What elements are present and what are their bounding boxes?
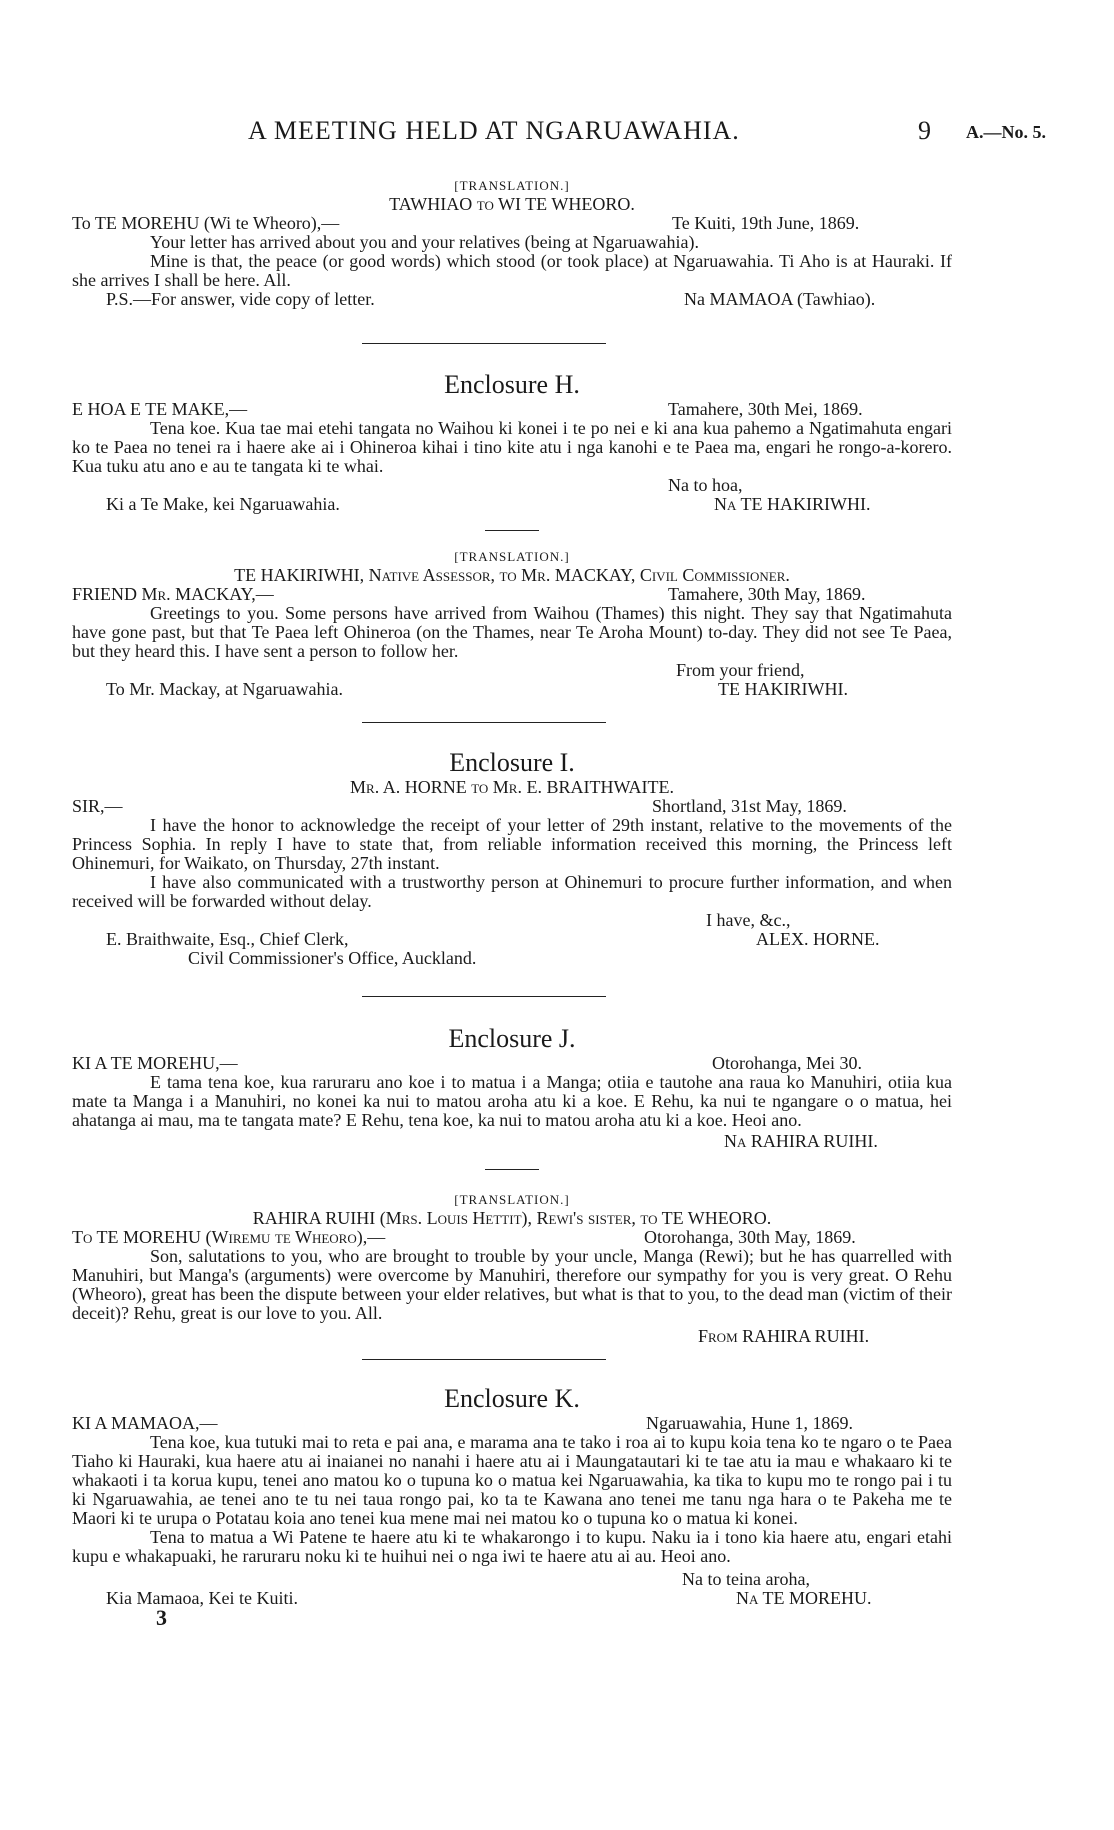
salutation-row (72, 1414, 952, 1433)
salutation: KI A MAMAOA,— (72, 1413, 218, 1433)
enclosure-h (72, 370, 952, 699)
translation-tag: [TRANSLATION.] (454, 549, 570, 564)
salutation: SIR,— (72, 796, 123, 816)
divider (362, 1359, 606, 1360)
closing: From your friend, (676, 660, 805, 680)
page-header (0, 116, 1114, 151)
page-title: A MEETING HELD AT NGARUAWAHIA. (248, 116, 740, 145)
translation-tag: [TRANSLATION.] (454, 178, 570, 193)
paragraph: I have the honor to acknowledge the receipt of your letter of 29th instant, relative to the movements of the Princess Sophia. In reply I have to state that, from reliable information received this morning, the Princess left Ohinemuri, for Waikato, on Thursday, 27th instant. (72, 815, 952, 873)
enclosure-title: Enclosure I. (449, 748, 575, 777)
signature: TE HAKIRIWHI. (718, 679, 848, 699)
paragraph: I have also communicated with a trustworthy person at Ohinemuri to procure further information, and when received will be forwarded without delay. (72, 872, 952, 911)
closing-row (72, 290, 952, 309)
letter-date: Tamahere, 30th Mei, 1869. (668, 399, 863, 419)
letter-heading: RAHIRA RUIHI (Mrs. Louis Hettit), Rewi's sister, to TE WHEORO. (252, 1208, 772, 1228)
divider (485, 530, 539, 531)
letter-date: Tamahere, 30th May, 1869. (668, 584, 866, 604)
salutation: E HOA E TE MAKE,— (72, 399, 248, 419)
enclosure-j (72, 1024, 952, 1346)
letter-heading: TAWHIAO to WI TE WHEORO. (389, 194, 635, 214)
divider (362, 722, 606, 723)
address: Ki a Te Make, kei Ngaruawahia. (106, 494, 340, 514)
salutation: KI A TE MOREHU,— (72, 1053, 238, 1073)
closing: I have, &c., (706, 910, 791, 930)
letter-tawhiao-translation (72, 176, 952, 309)
paragraph: Tena koe. Kua tae mai etehi tangata no Waihou ki konei i te po nei e ki ana kua pahemo a Ngatimahuta engari ko te Paea no tenei ra i haere ake ai i Ohineroa kihai i tino kite atu i nga kanohi e te Paea ma, engari he rongo-a-korero. Kua tuku atu ano e au te tangata ki te whai. (72, 418, 952, 476)
translation-tag: [TRANSLATION.] (454, 1192, 570, 1207)
paragraph: Greetings to you. Some persons have arrived from Waihou (Thames) this night. They say that Ngatimahuta have gone past, but that Te Paea left Ohineroa (on the Thames, near Te Aroha Mount) to-day. They did not see Te Paea, but they heard this. I have sent a person to follow her. (72, 603, 952, 661)
footer-row (72, 1605, 952, 1630)
paragraph: Son, salutations to you, who are brought to trouble by your uncle, Manga (Rewi); but he has quarrelled with Manuhiri, but Manga's (arguments) were overcome by Manuhiri, therefore our sympathy for you is very great. O Rehu (Wheoro), great has been the dispute between your elder relatives, but what is that to you, to the dead man (victim of their deceit)? Rehu, great is our love to you. All. (72, 1246, 952, 1323)
sign-row (72, 930, 952, 949)
closing: Na to hoa, (668, 475, 743, 495)
letter-date: Otorohanga, Mei 30. (712, 1053, 862, 1073)
salutation-row (72, 400, 952, 419)
paragraph: Tena koe, kua tutuki mai to reta e pai ana, e marama ana te tako i roa ai to kupu koia tena ko te ngaro o te Paea Tiaho ki Hauraki, kua haere atu ai inaianei no nanahi i haere atu ai i Maungatautari ki te tae atu ia mau e whakaaro ki te whakaoti i ta korua kupu, tenei ano matou ko o tupuna ko o matua kei Ngaruawahia, ka tika to kupu mo te rongo pai i tu ki Ngaruawahia, ae tenei ano te tu nei taua rongo pai, ko ta te Kawana ano tenei me tanu nga hara o te Pakeha me te Maori ki te urupa o Potatau koia ano tenei kua mene mai nei matou ko o tupuna ko o matua ki konei. (72, 1432, 952, 1528)
divider (362, 343, 606, 344)
signature: Na TE HAKIRIWHI. (714, 494, 871, 514)
paragraph: Tena to matua a Wi Patene te haere atu ki te whakarongo i to kupu. Naku ia i tono kia haere atu, engari etahi kupu e whakapuaki, he raruraru noku ki te huihui nei o nga iwi te haere atu ai au. Heoi ano. (72, 1527, 952, 1566)
closing: Na to teina aroha, (682, 1569, 810, 1589)
paragraph: E tama tena koe, kua raruraru ano koe i to matua i a Manga; otiia e tautohe ana raua ko Manuhiri, otiia kua mate ta Manga i a Manuhiri, no konei ka nui to matou aroha atu ki a koe. E Rehu, ka nui te ngangare o o matua, hei ahatanga ai mau, ma te tangata mate? E Rehu, tena koe, ka nui to matou aroha atu ki a koe. Heoi ano. (72, 1072, 952, 1130)
sign-row (72, 680, 952, 699)
salutation-row (72, 214, 952, 233)
signature: From RAHIRA RUIHI. (698, 1326, 870, 1346)
enclosure-k (72, 1384, 952, 1630)
enclosure-title: Enclosure J. (448, 1024, 576, 1053)
enclosure-i (72, 748, 952, 968)
enclosure-title: Enclosure K. (444, 1384, 580, 1413)
letter-date: Shortland, 31st May, 1869. (652, 796, 847, 816)
address: Kia Mamaoa, Kei te Kuiti. (106, 1588, 298, 1608)
letter-heading: Mr. A. HORNE to Mr. E. BRAITHWAITE. (350, 777, 674, 797)
sign-row (72, 1327, 952, 1346)
salutation: FRIEND Mr. MACKAY,— (72, 584, 274, 604)
letter-heading: TE HAKIRIWHI, Native Assessor, to Mr. MACKAY, Civil Commissioner. (234, 565, 790, 585)
signature: Na RAHIRA RUIHI. (724, 1131, 878, 1151)
closing-row (72, 661, 952, 680)
document-code: A.—No. 5. (966, 122, 1046, 142)
enclosure-title: Enclosure H. (444, 370, 580, 399)
signature-mark: 3 (156, 1605, 167, 1630)
sign-row (72, 495, 952, 514)
divider (485, 1169, 539, 1170)
address-row (72, 949, 952, 968)
closing-row (72, 476, 952, 495)
salutation-row (72, 1054, 952, 1073)
signature: Na MAMAOA (Tawhiao). (684, 289, 876, 309)
paragraph: Mine is that, the peace (or good words) which stood (or took place) at Ngaruawahia. Ti Aho is at Hauraki. If she arrives I shall be here. All. (72, 251, 952, 290)
address: E. Braithwaite, Esq., Chief Clerk, (106, 929, 349, 949)
addressee: To TE MOREHU (Wi te Wheoro),— (72, 213, 340, 233)
page-number: 9 (918, 116, 931, 145)
salutation-row (72, 585, 952, 604)
letter-date: Otorohanga, 30th May, 1869. (644, 1227, 856, 1247)
salutation: To TE MOREHU (Wiremu te Wheoro),— (72, 1227, 386, 1247)
address: To Mr. Mackay, at Ngaruawahia. (106, 679, 343, 699)
letter-date: Te Kuiti, 19th June, 1869. (672, 213, 860, 233)
divider (362, 996, 606, 997)
sign-row (72, 1132, 952, 1151)
signature: Na TE MOREHU. (736, 1588, 872, 1608)
signature: ALEX. HORNE. (756, 929, 880, 949)
letter-date: Ngaruawahia, Hune 1, 1869. (646, 1413, 853, 1433)
sign-row (72, 1589, 952, 1608)
salutation-row (72, 797, 952, 816)
address: Civil Commissioner's Office, Auckland. (188, 948, 477, 968)
closing-row (72, 911, 952, 930)
paragraph: Your letter has arrived about you and your relatives (being at Ngaruawahia). (150, 232, 699, 252)
postscript: P.S.—For answer, vide copy of letter. (106, 289, 375, 309)
closing-row (72, 1570, 952, 1589)
salutation-row (72, 1228, 952, 1247)
